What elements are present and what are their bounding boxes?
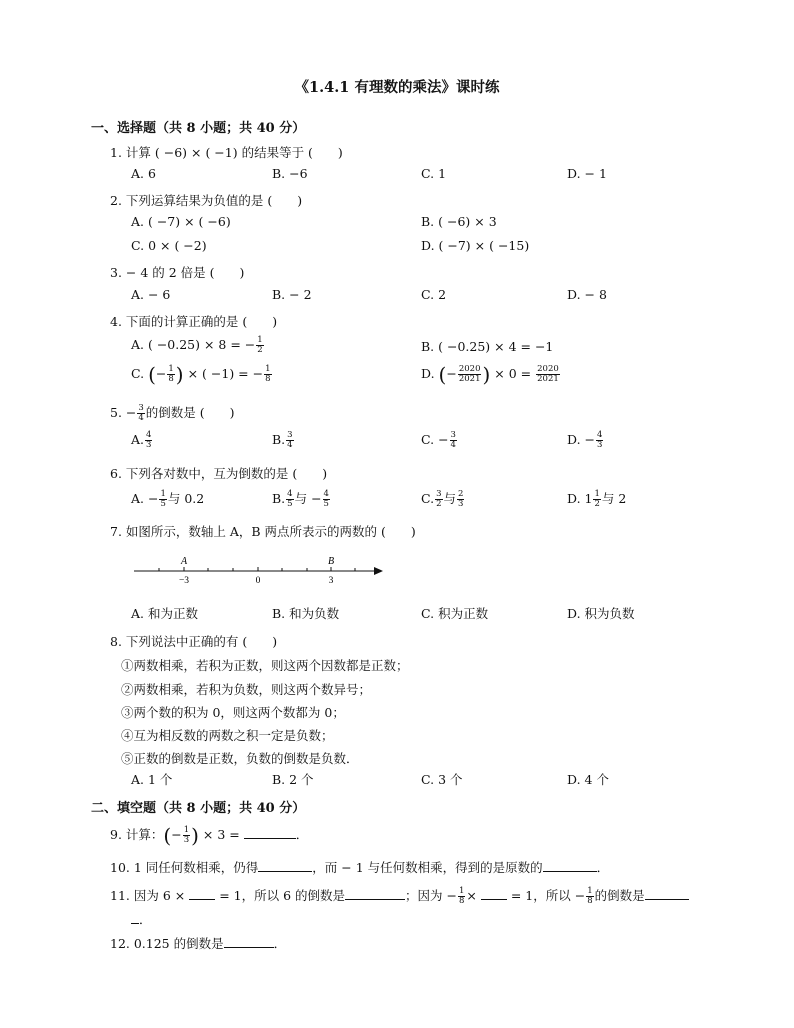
q11-answer-blank-2[interactable] [345, 887, 405, 900]
q6-option-b: B. $\frac{4}{5}$ 与 − $\frac{4}{5}$ [272, 489, 329, 509]
q8-statement-4: ④互为相反数的两数之积一定是负数； [121, 728, 334, 743]
tick-label-neg3: −3 [178, 576, 190, 586]
q6-option-a: A. − $\frac{1}{5}$ 与 0.2 [131, 489, 205, 509]
q5-option-a: A. $\frac{4}{3}$ [131, 430, 152, 450]
q9-answer-blank[interactable] [244, 826, 296, 839]
q3-option-b: B. − 2 [272, 287, 312, 302]
q3-option-d: D. − 8 [567, 287, 607, 302]
q9: 9. 计算：(− $\frac{1}{3}$ ) × 3 = ． [110, 823, 309, 848]
number-line-figure [130, 552, 388, 586]
q2-option-d: D. ( −7) × ( −15) [421, 238, 530, 253]
q6-option-c: C. $\frac{3}{2}$ 与 $\frac{2}{3}$ [421, 489, 464, 509]
q8-option-d: D. 4 个 [567, 772, 609, 787]
q11-answer-blank-4-wrap[interactable] [131, 911, 139, 924]
q7-option-c: C. 积为正数 [421, 606, 489, 621]
q3-option-c: C. 2 [421, 287, 447, 302]
q7-stem: 7. 如图所示，数轴上 A，B 两点所表示的两数的 ( ) [110, 524, 416, 539]
q6-stem: 6. 下列各对数中，互为倒数的是 ( ) [110, 466, 328, 481]
q4-option-c: C. (− $\frac{1}{8}$ ) × ( −1) = − $\frac{1}{8}$ [131, 362, 271, 387]
q1-option-c: C. 1 [421, 166, 447, 181]
q5-option-c: C. − $\frac{3}{4}$ [421, 430, 456, 450]
page-title: 《1.4.1 有理数的乘法》课时练 [294, 79, 500, 96]
q12: 12. 0.125 的倒数是 ． [110, 936, 287, 951]
q2-option-b: B. ( −6) × 3 [421, 214, 497, 229]
q8-statement-5: ⑤正数的倒数是正数，负数的倒数是负数． [121, 751, 359, 766]
q4-stem: 4. 下面的计算正确的是 ( ) [110, 314, 278, 329]
q11-answer-blank-4[interactable] [645, 887, 689, 900]
q7-option-b: B. 和为负数 [272, 606, 340, 621]
q7-option-a: A. 和为正数 [131, 606, 198, 621]
point-a-label: A [180, 556, 188, 567]
q8-option-a: A. 1 个 [131, 772, 173, 787]
q6-option-d: D. 1 $\frac{1}{2}$ 与 2 [567, 489, 627, 509]
q4-option-b: B. ( −0.25) × 4 = −1 [421, 339, 554, 354]
q8-statement-1: ①两数相乘，若积为正数，则这两个因数都是正数； [121, 658, 409, 673]
q4-option-a: A. ( −0.25) × 8 = − $\frac{1}{2}$ [131, 335, 263, 355]
q3-option-a: A. − 6 [131, 287, 171, 302]
q8-statement-3: ③两个数的积为 0，则这两个数都为 0； [121, 705, 345, 720]
arrow-right-icon [374, 567, 383, 575]
q8-option-b: B. 2 个 [272, 772, 314, 787]
q1-stem: 1. 计算 ( −6) × ( −1) 的结果等于 ( ) [110, 145, 343, 160]
q1-option-a: A. 6 [131, 166, 156, 181]
q10-answer-blank-2[interactable] [543, 859, 597, 872]
q8-stem: 8. 下列说法中正确的有 ( ) [110, 634, 278, 649]
q11-continuation: ． [131, 910, 152, 928]
q1-option-b: B. −6 [272, 166, 308, 181]
q5-option-b: B. $\frac{3}{4}$ [272, 430, 293, 450]
q5-stem: 5. − $\frac{3}{4}$ 的倒数是 ( ) [110, 403, 235, 423]
q2-option-a: A. ( −7) × ( −6) [131, 214, 231, 229]
section-heading-choice: 一、选择题（共 8 小题；共 40 分） [91, 121, 306, 136]
q5-option-d: D. − $\frac{4}{3}$ [567, 430, 603, 450]
q8-statement-2: ②两数相乘，若积为负数，则这两个数异号； [121, 682, 372, 697]
q11-answer-blank-1[interactable] [189, 887, 215, 900]
q2-stem: 2. 下列运算结果为负值的是 ( ) [110, 193, 303, 208]
tick-label-3: 3 [328, 576, 334, 586]
q8-option-c: C. 3 个 [421, 772, 463, 787]
q10: 10. 1 同任何数相乘，仍得 ，而 − 1 与任何数相乘，得到的是原数的 ． [110, 860, 610, 875]
point-b-label: B [327, 556, 335, 567]
q11: 11. 因为 6 × = 1，所以 6 的倒数是 ；因为 − $\frac{1}{8}$ × = 1，所以 − $\frac{1}{8}$ 的倒数是 [110, 886, 689, 906]
q12-answer-blank[interactable] [224, 935, 274, 948]
section-heading-fill: 二、填空题（共 8 小题；共 40 分） [91, 801, 306, 816]
q1-option-d: D. − 1 [567, 166, 607, 181]
q2-option-c: C. 0 × ( −2) [131, 238, 207, 253]
q11-answer-blank-3[interactable] [481, 887, 507, 900]
q3-stem: 3. − 4 的 2 倍是 ( ) [110, 265, 245, 280]
q7-option-d: D. 积为负数 [567, 606, 635, 621]
tick-label-0: 0 [255, 576, 261, 586]
q10-answer-blank-1[interactable] [258, 859, 312, 872]
q4-option-d: D. (− $\frac{2020}{2021}$ ) × 0 = $\frac{2020}{2021}$ [421, 362, 559, 387]
